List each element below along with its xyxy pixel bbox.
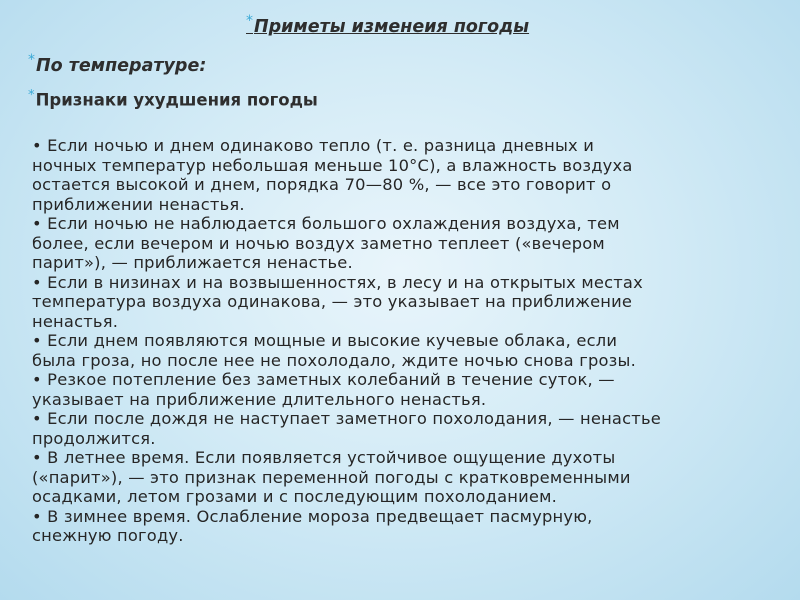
body-line: ненастья.	[32, 311, 119, 331]
body-line: осадками, летом грозами и с последующим похолоданием.	[32, 487, 557, 506]
body-line: была гроза, но после нее не похолодало, ждите ночью снова грозы.	[32, 350, 636, 370]
body-line: • Если ночью не наблюдается большого охлаждения воздуха, тем	[32, 214, 620, 233]
bullet-mark-icon: *	[246, 13, 253, 29]
body-line: приближении ненастья.	[32, 194, 245, 214]
body-line: • Если после дождя не наступает заметного похолодания, — ненастье	[32, 409, 661, 428]
section-heading-text: Признаки ухудшения погоды	[35, 90, 318, 110]
section-heading	[28, 88, 318, 110]
body-line: • В зимнее время. Ослабление мороза предвещает пасмурную,	[32, 506, 593, 526]
bullet-mark-icon: *	[28, 88, 35, 103]
body-line: температура воздуха одинакова, — это указывает на приближение	[32, 292, 633, 311]
body-line: ночных температур небольшая меньше 10°С), а влажность воздуха	[32, 155, 633, 175]
body-line: • В летнее время. Если появляется устойчивое ощущение духоты	[32, 448, 616, 467]
body-line: («парит»), — это признак переменной погоды с кратковременными	[32, 467, 631, 487]
body-text	[32, 136, 786, 546]
body-line: • Если ночью и днем одинаково тепло (т. е. разница дневных и	[32, 136, 595, 155]
body-line: указывает на приближение длительного ненастья.	[32, 389, 487, 409]
body-line: парит»), — приближается ненастье.	[32, 253, 353, 272]
subtitle	[28, 52, 206, 76]
subtitle-text: По температуре:	[36, 55, 207, 76]
body-line: • Если в низинах и на возвышенностях, в лесу и на открытых местах	[32, 272, 643, 292]
slide-title	[246, 13, 529, 37]
body-line: снежную погоду.	[32, 526, 184, 545]
body-line: • Если днем появляются мощные и высокие кучевые облака, если	[32, 331, 618, 350]
body-line: • Резкое потепление без заметных колебаний в течение суток, —	[32, 370, 615, 389]
body-line: более, если вечером и ночью воздух заметно теплеет («вечером	[32, 233, 605, 253]
body-line: продолжится.	[32, 428, 156, 448]
bullet-mark-icon: *	[28, 52, 35, 68]
slide-title-text: Приметы изменеия погоды	[254, 16, 530, 37]
body-line: остается высокой и днем, порядка 70—80 %, — все это говорит о	[32, 175, 612, 194]
